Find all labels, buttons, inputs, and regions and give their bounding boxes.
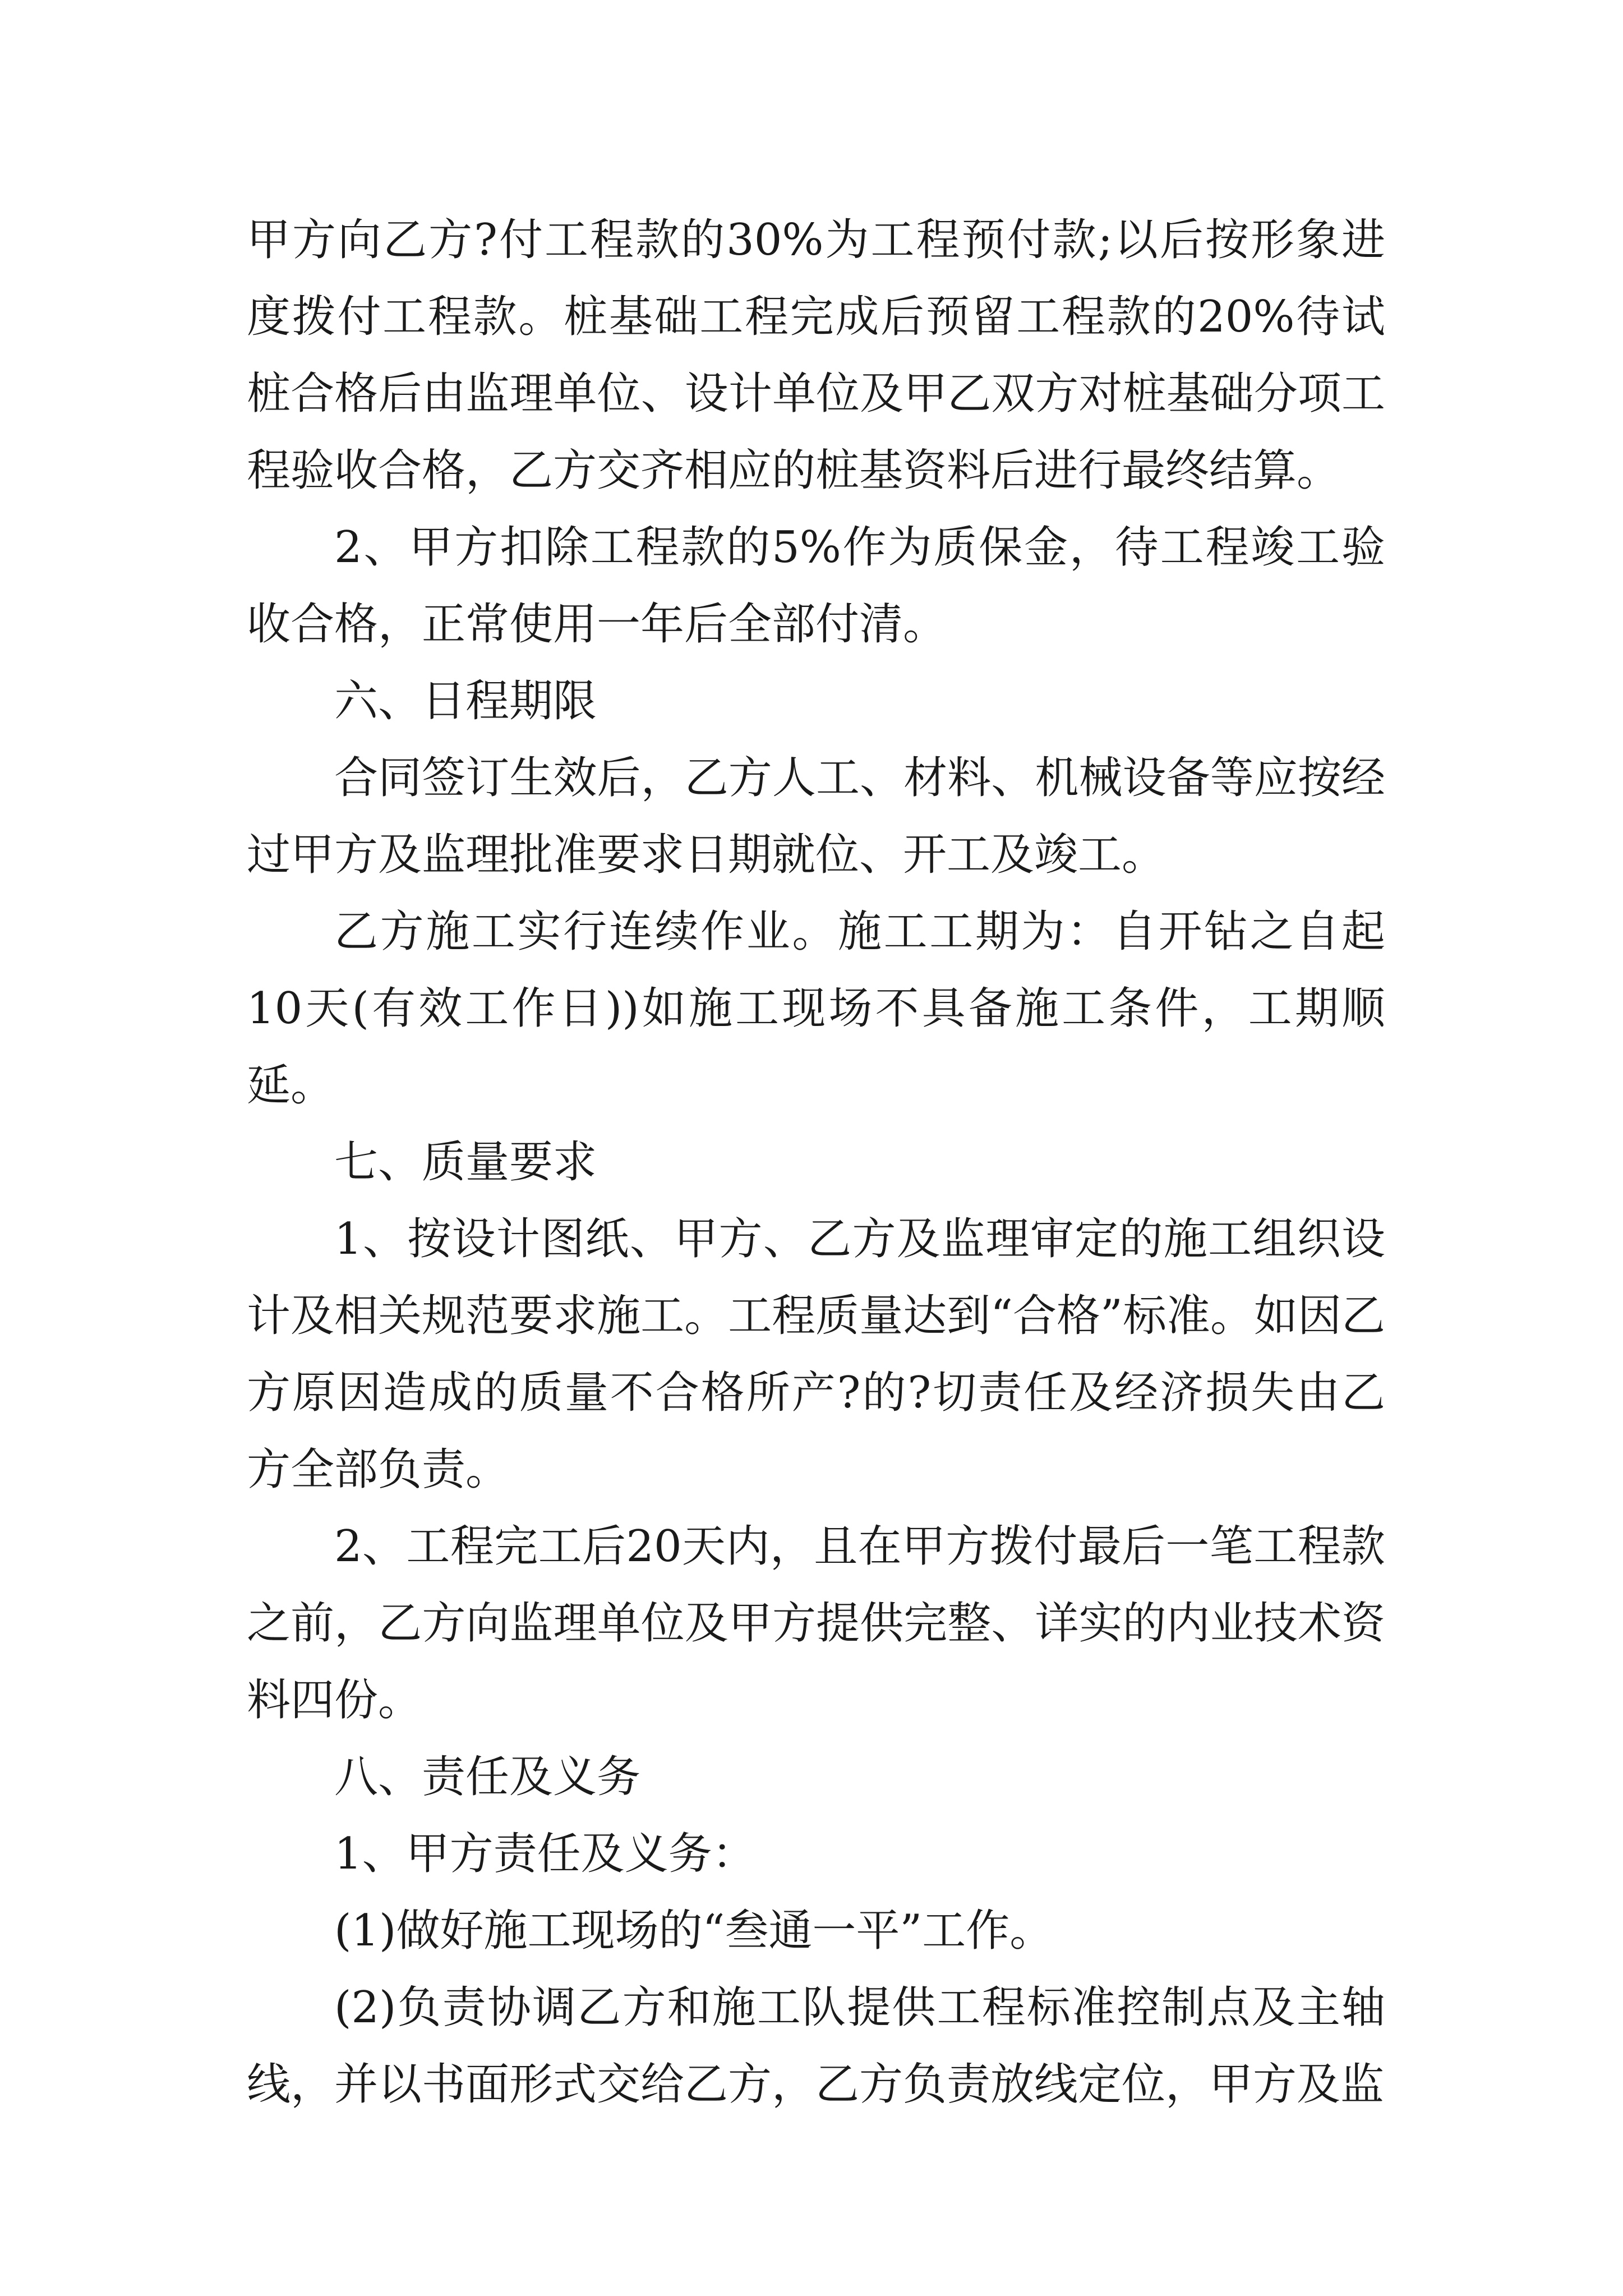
paragraph-4: 乙方施工实行连续作业。施工工期为：自开钻之自起10天(有效工作日))如施工现场不具备施工条件，工期顺延。 <box>247 907 1385 1111</box>
paragraph-6: 2、工程完工后20天内，且在甲方拨付最后一笔工程款之前，乙方向监理单位及甲方提供完整、详实的内业技术资料四份。 <box>247 1521 1385 1726</box>
section-heading-7: 七、质量要求 <box>334 1137 597 1188</box>
paragraph-2: 2、甲方扣除工程款的5%作为质保金，待工程竣工验收合格，正常使用一年后全部付清。 <box>247 522 1385 650</box>
paragraph-9: (2)负责协调乙方和施工队提供工程标准控制点及主轴线，并以书面形式交给乙方，乙方负责放线定位，甲方及监 <box>247 1982 1385 2110</box>
section-heading-8: 八、责任及义务 <box>334 1752 641 1802</box>
paragraph-8: (1)做好施工现场的“叁通一平”工作。 <box>334 1906 1054 1956</box>
document-body <box>247 202 1385 2123</box>
section-heading-6: 六、日程期限 <box>334 676 597 726</box>
paragraph-5: 1、按设计图纸、甲方、乙方及监理审定的施工组织设计及相关规范要求施工。工程质量达到“合格”标准。如因乙方原因造成的质量不合格所产?的?切责任及经济损失由乙方全部负责。 <box>247 1214 1385 1495</box>
paragraph-7: 1、甲方责任及义务： <box>334 1829 756 1879</box>
paragraph-3: 合同签订生效后，乙方人工、材料、机械设备等应按经过甲方及监理批准要求日期就位、开工及竣工。 <box>247 753 1385 880</box>
paragraph-1: 甲方向乙方?付工程款的30%为工程预付款;以后按形象进度拨付工程款。桩基础工程完成后预留工程款的20%待试桩合格后由监理单位、设计单位及甲乙双方对桩基础分项工程验收合格，乙方交齐相应的桩基资料后进行最终结算。 <box>247 215 1385 496</box>
